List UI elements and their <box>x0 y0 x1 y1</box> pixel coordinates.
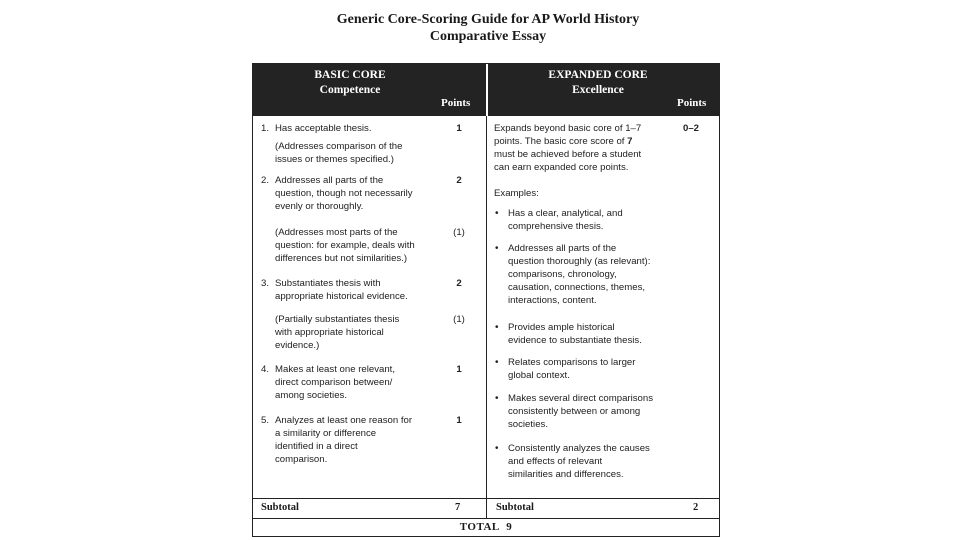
criterion-points: 2 <box>456 278 462 289</box>
criterion-number: 2. <box>261 175 270 186</box>
expanded-points: 0–2 <box>682 123 699 134</box>
expanded-points-heading: Points <box>677 97 707 109</box>
example-item: Addresses all parts of the question thoroughly (as relevant): comparisons, chronology, causation, connections, themes, interactions, content. <box>508 243 651 306</box>
total-row <box>253 518 719 536</box>
criterion-text: (Addresses comparison of the issues or themes specified.) <box>275 141 403 165</box>
expanded-core-title: EXPANDED CORE <box>548 69 648 81</box>
subtotal-row <box>253 498 719 518</box>
basic-core-title: BASIC CORE <box>314 69 386 81</box>
criterion-number: 5. <box>261 415 270 426</box>
criterion-number: 3. <box>261 278 270 289</box>
example-item: Has a clear, analytical, and comprehensive thesis. <box>508 208 623 232</box>
scoring-guide-table <box>252 63 720 537</box>
criterion-points: 1 <box>456 415 462 426</box>
table-body <box>253 116 719 498</box>
subtotal-divider <box>486 499 487 518</box>
header-divider <box>486 64 488 116</box>
basic-subtotal-value: 7 <box>455 502 461 513</box>
example-item: Provides ample historical evidence to substantiate thesis. <box>508 322 642 346</box>
bullet-icon: • <box>495 357 499 368</box>
example-item: Consistently analyzes the causes and effects of relevant similarities and differences. <box>508 443 650 480</box>
bullet-icon: • <box>495 393 499 404</box>
bullet-icon: • <box>495 443 499 454</box>
criterion-text: Analyzes at least one reason for a similarity or difference identified in a direct comparison. <box>275 415 413 465</box>
expanded-core-subtitle: Excellence <box>572 84 624 96</box>
criterion-text: Substantiates thesis with appropriate historical evidence. <box>275 278 408 302</box>
criterion-text: Makes at least one relevant, direct comparison between/ among societies. <box>275 364 395 401</box>
bullet-icon: • <box>495 243 499 254</box>
criterion-number: 4. <box>261 364 270 375</box>
criterion-text: (Addresses most parts of the question: for example, deals with differences but not similarities.) <box>275 227 415 264</box>
bullet-icon: • <box>495 322 499 333</box>
criterion-points: 2 <box>456 175 462 186</box>
document-subtitle: Comparative Essay <box>429 29 547 44</box>
example-item: Makes several direct comparisons consistently between or among societies. <box>508 393 654 430</box>
basic-subtotal-label: Subtotal <box>261 502 299 513</box>
basic-core-heading <box>275 68 425 98</box>
total-label: TOTAL 9 <box>459 521 513 533</box>
criterion-points: (1) <box>453 227 465 238</box>
expanded-intro: Expands beyond basic core of 1–7 points. The basic core score of 7 must be achieved before a student can earn expanded core points. <box>494 123 642 173</box>
column-divider <box>486 116 487 498</box>
criterion-points: 1 <box>456 364 462 375</box>
criterion-points: 1 <box>456 123 462 134</box>
expanded-subtotal-value: 2 <box>693 502 699 513</box>
expanded-subtotal-label: Subtotal <box>496 502 534 513</box>
document-title: Generic Core-Scoring Guide for AP World History <box>336 12 640 27</box>
criterion-text: Has acceptable thesis. <box>275 123 372 134</box>
expanded-core-heading <box>513 68 683 98</box>
examples-label: Examples: <box>494 188 539 199</box>
bullet-icon: • <box>495 208 499 219</box>
table-header <box>253 64 719 116</box>
criterion-text: (Partially substantiates thesis with appropriate historical evidence.) <box>275 314 400 351</box>
basic-core-subtitle: Competence <box>319 84 381 96</box>
criterion-text: Addresses all parts of the question, though not necessarily evenly or thoroughly. <box>275 175 413 212</box>
basic-points-heading: Points <box>441 97 471 109</box>
criterion-number: 1. <box>261 123 270 134</box>
total-value: 9 <box>506 521 513 533</box>
criterion-points: (1) <box>453 314 465 325</box>
example-item: Relates comparisons to larger global context. <box>508 357 636 381</box>
